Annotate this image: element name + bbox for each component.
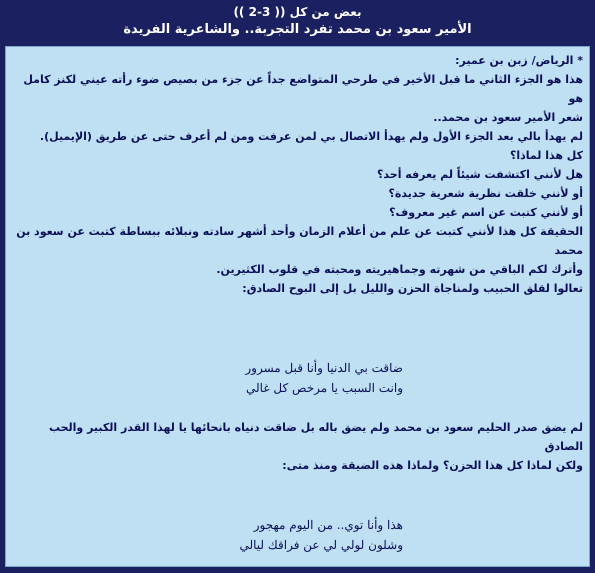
paragraph-invite: تعالوا لقلق الحبيب ولمناجاة الحزن والليل بل إلى البوح الصادق: (242, 282, 583, 295)
paragraph-intro: هذا هو الجزء الثاني ما قبل الأخير في طرحي المتواضع جداً عن جزء من بصيص ضوء رأته عيني لكنز كامل هو (23, 73, 583, 105)
paragraph-sorrow-cont: ولكن لماذا كل هذا الحزن؟ ولماذا هذه الضيقة ومنذ متى: (282, 459, 583, 472)
spacer (12, 475, 583, 515)
paragraph-sorrow: لم يضق صدر الحليم سعود بن محمد ولم يضق باله بل ضاقت دنياه بانحائها يا لهذا القدر الكبير والحب الصادق (48, 421, 583, 453)
article-title: الأمير سعود بن محمد تفرد التجربة.. والشاعرية الفريدة (123, 22, 472, 37)
verse-line-4: وشلون لولي لي عن فراقك ليالي (239, 538, 403, 552)
verse-line-2: وانت السبب يا مرخص كل غالي (246, 381, 403, 395)
byline: * الرياض/ زبن بن عمير: (455, 54, 583, 67)
paragraph-intro-cont: شعر الأمير سعود بن محمد.. (433, 111, 583, 124)
spacer (12, 398, 583, 418)
paragraph-response: لم يهدأ بالي بعد الجزء الأول ولم يهدأ الاتصال بي لمن عرفت ومن لم أعرف حتى عن طريق (الإيميل). (39, 130, 583, 143)
verse-line-1: ضاقت بي الدنيا وأنا قبل مسرور (245, 361, 403, 375)
series-title: بعض من كل (( 3-2 )) (233, 5, 362, 19)
question-discovery: هل لأنني اكتشفت شيئاً لم يعرفه أحد؟ (377, 168, 583, 181)
paragraph-truth-cont: وأترك لكم الباقي من شهرته وجماهيريته ومحبته في قلوب الكثيرين. (216, 263, 583, 276)
article-body (5, 46, 590, 567)
question-why: كل هذا لماذا؟ (509, 149, 583, 162)
spacer (12, 298, 583, 358)
paragraph-truth: الحقيقة كل هذا لأنني كتبت عن علم من أعلام الزمان وأحد أشهر سادته ونبلائه ببساطة كتبت عن سعود بن محمد (16, 225, 583, 257)
verse-line-3: هذا وأنا توي.. من اليوم مهجور (253, 518, 403, 532)
question-unknown-name: أو لأنني كتبت عن اسم غير معروف؟ (389, 206, 583, 219)
article-header (5, 4, 590, 46)
question-theory: أو لأنني خلقت نظرية شعرية جديدة؟ (388, 187, 583, 200)
